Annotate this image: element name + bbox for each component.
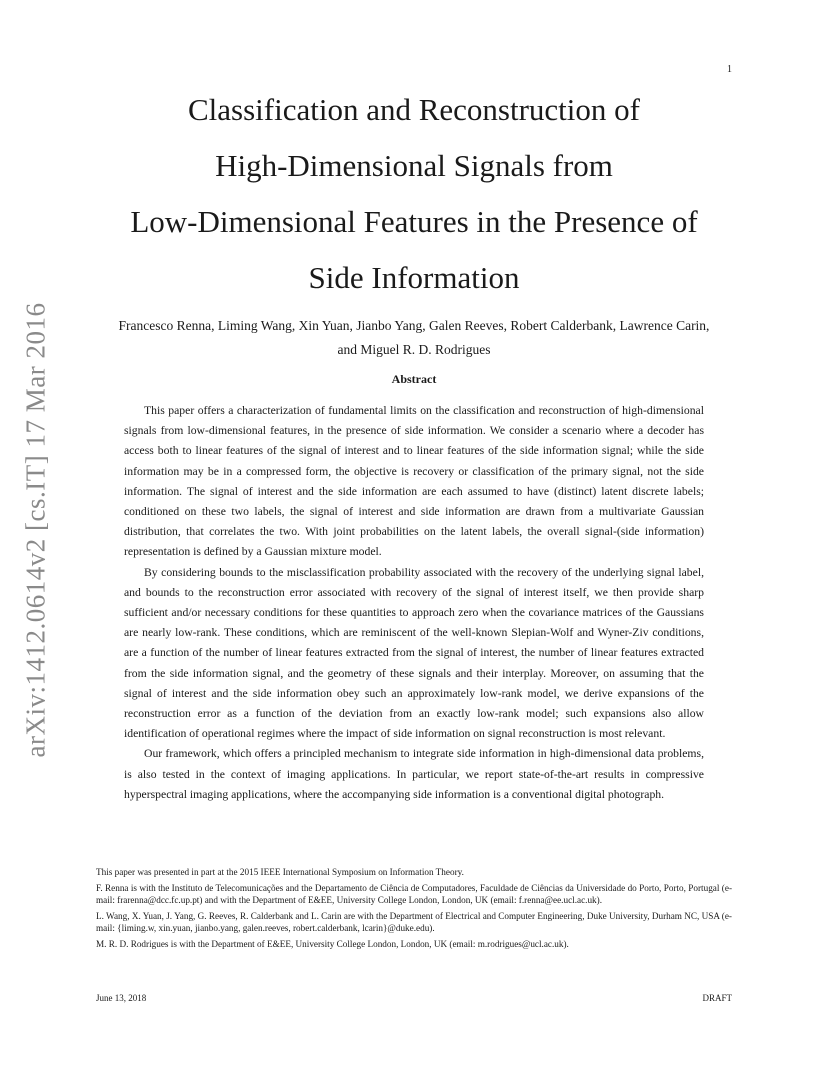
author-line: Francesco Renna, Liming Wang, Xin Yuan, Jianbo Yang, Galen Reeves, Robert Calderbank, Lawrence Carin, [118, 318, 710, 333]
title-line: Classification and Reconstruction of [188, 92, 640, 127]
arxiv-identifier-stamp: arXiv:1412.0614v2 [cs.IT] 17 Mar 2016 [20, 302, 51, 758]
title-line: High-Dimensional Signals from [215, 148, 613, 183]
footnote: F. Renna is with the Instituto de Telecomunicações and the Departamento de Ciência de Computadores, Faculdade de Ciências da Universidade do Porto, Porto, Portugal (e-mail: frarenna@dcc.fc.up.pt) and with the Department of E&EE, University College London, London, UK (email: f.renna@ee.ucl.ac.uk). [96, 883, 732, 905]
page-number: 1 [727, 64, 732, 75]
author-list [96, 314, 732, 362]
title-line: Side Information [308, 260, 520, 295]
author-line: and Miguel R. D. Rodrigues [337, 342, 491, 357]
footnote: This paper was presented in part at the 2015 IEEE International Symposium on Information Theory. [96, 867, 464, 877]
abstract-body [124, 401, 704, 805]
abstract-paragraph: Our framework, which offers a principled mechanism to integrate side information in high-dimensional data problems, is also tested in the context of imaging applications. In particular, we report state-of-the-art results in compressive hyperspectral imaging applications, where the accompanying side information is a conventional digital photograph. [124, 747, 704, 801]
footnote: L. Wang, X. Yuan, J. Yang, G. Reeves, R. Calderbank and L. Carin are with the Department of Electrical and Computer Engineering, Duke University, Durham NC, USA (e-mail: {liming.w, xin.yuan, jianbo.yang, galen.reeves, robert.calderbank, lcarin}@duke.edu). [96, 911, 732, 933]
abstract-heading: Abstract [391, 372, 437, 386]
footnote: M. R. D. Rodrigues is with the Department of E&EE, University College London, London, UK (email: m.rodrigues@ucl.ac.uk). [96, 939, 569, 949]
footer-date: June 13, 2018 [96, 993, 147, 1003]
paper-title [96, 82, 732, 306]
abstract-paragraph: This paper offers a characterization of fundamental limits on the classification and reconstruction of high-dimensional signals from low-dimensional features, in the presence of side information. We consider a scenario where a decoder has access both to linear features of the signal of interest and to linear features of the side information signal; while the side information may be in a compressed form, the objective is recovery or classification of the primary signal, not the side information. The signal of interest and the side information are each assumed to have (distinct) latent discrete labels; conditioned on these two labels, the signal of interest and side information are drawn from a multivariate Gaussian distribution, that correlates the two. With joint probabilities on the latent labels, the overall signal-(side information) representation is defined by a Gaussian mixture model. [124, 404, 704, 559]
footnotes [96, 866, 732, 954]
abstract-paragraph: By considering bounds to the misclassification probability associated with the recovery of the underlying signal label, and bounds to the reconstruction error associated with recovery of the signal of interest itself, we then provide sharp sufficient and/or necessary conditions for these quantities to approach zero when the covariance matrices of the Gaussians are nearly low-rank. These conditions, which are reminiscent of the well-known Slepian-Wolf and Wyner-Ziv conditions, are a function of the number of linear features extracted from the signal of interest, the number of linear features extracted from the side information signal, and the geometry of these signals and their interplay. Moreover, on assuming that the signal of interest and the side information obey such an approximately low-rank model, we derive expansions of the reconstruction error as a function of the deviation from an exactly low-rank model; such expansions also allow identification of operational regimes where the impact of side information on signal reconstruction is most relevant. [124, 565, 704, 741]
title-line: Low-Dimensional Features in the Presence of [130, 204, 698, 239]
footer-draft-label: DRAFT [702, 993, 732, 1003]
